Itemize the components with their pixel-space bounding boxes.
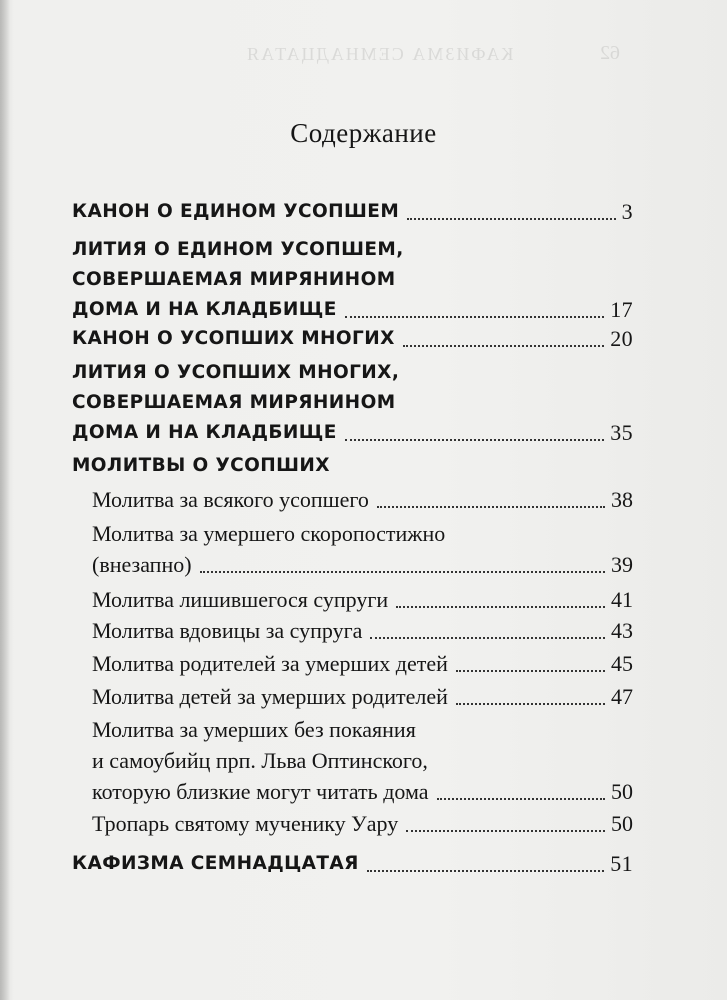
toc-subentry <box>92 681 633 712</box>
toc-page-number: 45 <box>611 651 633 676</box>
toc-subentry <box>92 584 633 615</box>
toc-entry-title-line: и самоубийц прп. Льва Оптинского, <box>92 748 428 773</box>
toc-subentry <box>92 808 633 839</box>
toc-subentry <box>92 518 633 580</box>
toc-entry-title-line: ДОМА И НА КЛАДБИЩЕ <box>72 422 337 443</box>
dot-leader <box>370 637 605 639</box>
toc-entry-title-line: СОВЕРШАЕМАЯ МИРЯНИНОМ <box>72 269 396 290</box>
toc-page-number: 38 <box>611 487 633 512</box>
toc-page-number: 17 <box>610 297 633 322</box>
toc-page-number: 50 <box>611 779 633 804</box>
dot-leader <box>345 316 604 318</box>
dot-leader <box>377 506 605 508</box>
toc-entry-title-line: Тропарь святому мученику Уару <box>92 811 399 836</box>
dot-leader <box>456 670 605 672</box>
toc-entry-title-line: (внезапно) <box>92 552 192 577</box>
dot-leader <box>345 439 604 441</box>
toc-page-number: 35 <box>610 420 633 445</box>
toc-page-number: 43 <box>611 618 633 643</box>
toc-page-number: 50 <box>611 811 633 836</box>
dot-leader <box>456 703 605 705</box>
toc-entry-title-line: которую близкие могут читать дома <box>92 779 429 804</box>
toc-entry <box>72 235 633 325</box>
toc-entry-title-line: Молитва за умершего скоропостижно <box>92 521 446 546</box>
toc-subentry <box>92 484 633 515</box>
toc-entry-title-line: Молитва за умерших без покаяния <box>92 717 416 742</box>
dot-leader <box>406 830 605 832</box>
toc-subentry <box>92 648 633 679</box>
toc-entry <box>72 451 633 481</box>
toc-entry-title-line: Молитва лишившегося супруги <box>92 587 389 612</box>
toc-entry-title-line: КАНОН О ЕДИНОМ УСОПШЕМ <box>72 201 400 222</box>
toc-page-number: 39 <box>611 552 633 577</box>
dot-leader <box>403 345 604 347</box>
dot-leader <box>437 798 606 800</box>
bleed-through-page-number: 62 <box>600 42 620 64</box>
toc-entry-title-line: МОЛИТВЫ О УСОПШИХ <box>72 455 330 476</box>
toc-entry-title-line: ДОМА И НА КЛАДБИЩЕ <box>72 299 337 320</box>
toc-subentry <box>92 615 633 646</box>
dot-leader <box>396 606 605 608</box>
toc-entry-title-line: КАФИЗМА СЕМНАДЦАТАЯ <box>72 853 359 874</box>
page-title: Содержание <box>290 118 437 148</box>
toc-entry-title-line: Молитва за всякого усопшего <box>92 487 369 512</box>
toc-entry-title-line: СОВЕРШАЕМАЯ МИРЯНИНОМ <box>72 392 396 413</box>
toc-entry <box>72 324 633 354</box>
toc-page-number: 3 <box>621 199 633 224</box>
toc-entry <box>72 849 633 879</box>
bleed-through-header: КАФИЗМА СЕМНАДЦАТАЯ <box>245 44 514 64</box>
toc-subentry <box>92 714 633 807</box>
toc-entry-title-line: КАНОН О УСОПШИХ МНОГИХ <box>72 328 395 349</box>
toc-entry-title-line: Молитва детей за умерших родителей <box>92 684 448 709</box>
toc-entry <box>72 358 633 448</box>
toc-page-number: 41 <box>611 587 633 612</box>
toc-page-number: 47 <box>611 684 633 709</box>
toc-entry-title-line: ЛИТИЯ О ЕДИНОМ УСОПШЕМ, <box>72 239 404 260</box>
toc-page-number: 51 <box>610 851 633 876</box>
toc-page-number: 20 <box>610 326 633 351</box>
dot-leader <box>367 870 604 872</box>
dot-leader <box>200 571 605 573</box>
toc-entry <box>72 197 633 227</box>
toc-entry-title-line: Молитва вдовицы за супруга <box>92 618 363 643</box>
dot-leader <box>407 218 615 220</box>
toc-entry-title-line: Молитва родителей за умерших детей <box>92 651 448 676</box>
toc-entry-title-line: ЛИТИЯ О УСОПШИХ МНОГИХ, <box>72 362 400 383</box>
